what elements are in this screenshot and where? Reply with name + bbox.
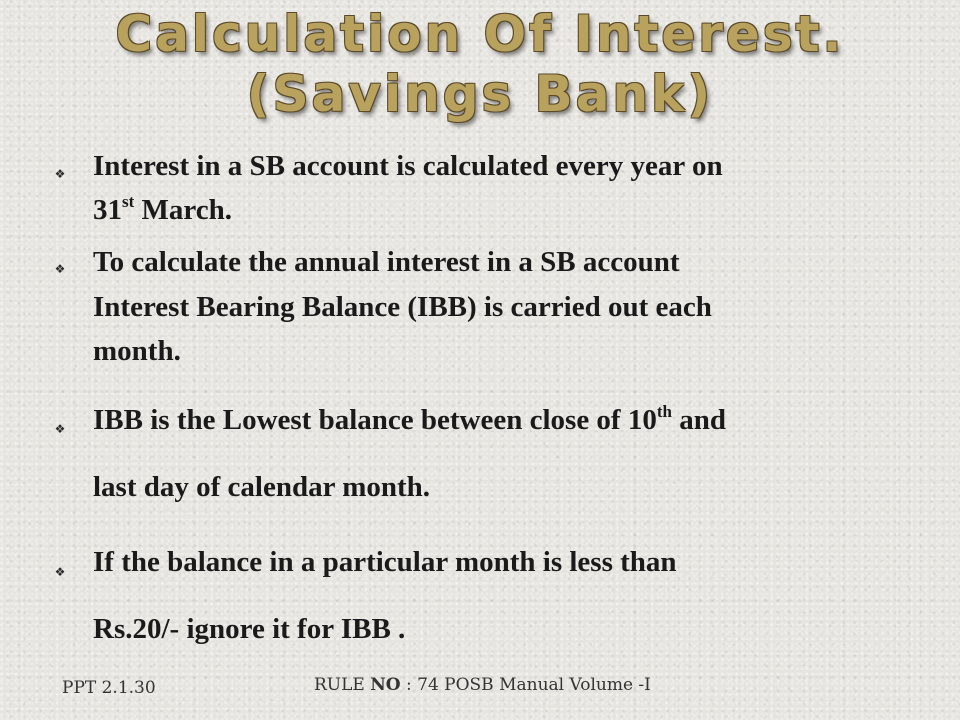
bullet-1-line-2: 31st March. <box>93 192 233 226</box>
bullet-4-line-1: If the balance in a particular month is less than <box>93 546 677 578</box>
rule-reference: RULE NO : 74 POSB Manual Volume -I <box>314 675 651 695</box>
bullet-3-line-1: IBB is the Lowest balance between close of 10th and <box>93 402 726 436</box>
diamond-bullet-icon: ❖ <box>54 167 66 181</box>
diamond-bullet-icon: ❖ <box>54 262 66 276</box>
bullet-3-line-2: last day of calendar month. <box>93 471 431 503</box>
diamond-bullet-icon: ❖ <box>54 422 66 436</box>
diamond-bullet-icon: ❖ <box>54 565 66 579</box>
bullet-2-line-3: month. <box>93 335 181 367</box>
slide-number: PPT 2.1.30 <box>62 678 156 698</box>
bullet-1-line-1: Interest in a SB account is calculated every year on <box>93 150 723 182</box>
bullet-2-line-2: Interest Bearing Balance (IBB) is carried out each <box>93 291 712 323</box>
bullet-4-line-2: Rs.20/- ignore it for IBB . <box>93 613 406 645</box>
slide-subtitle: (Savings Bank) <box>246 65 714 123</box>
bullet-2-line-1: To calculate the annual interest in a SB account <box>93 246 680 278</box>
slide-title: Calculation Of Interest. <box>115 5 845 63</box>
